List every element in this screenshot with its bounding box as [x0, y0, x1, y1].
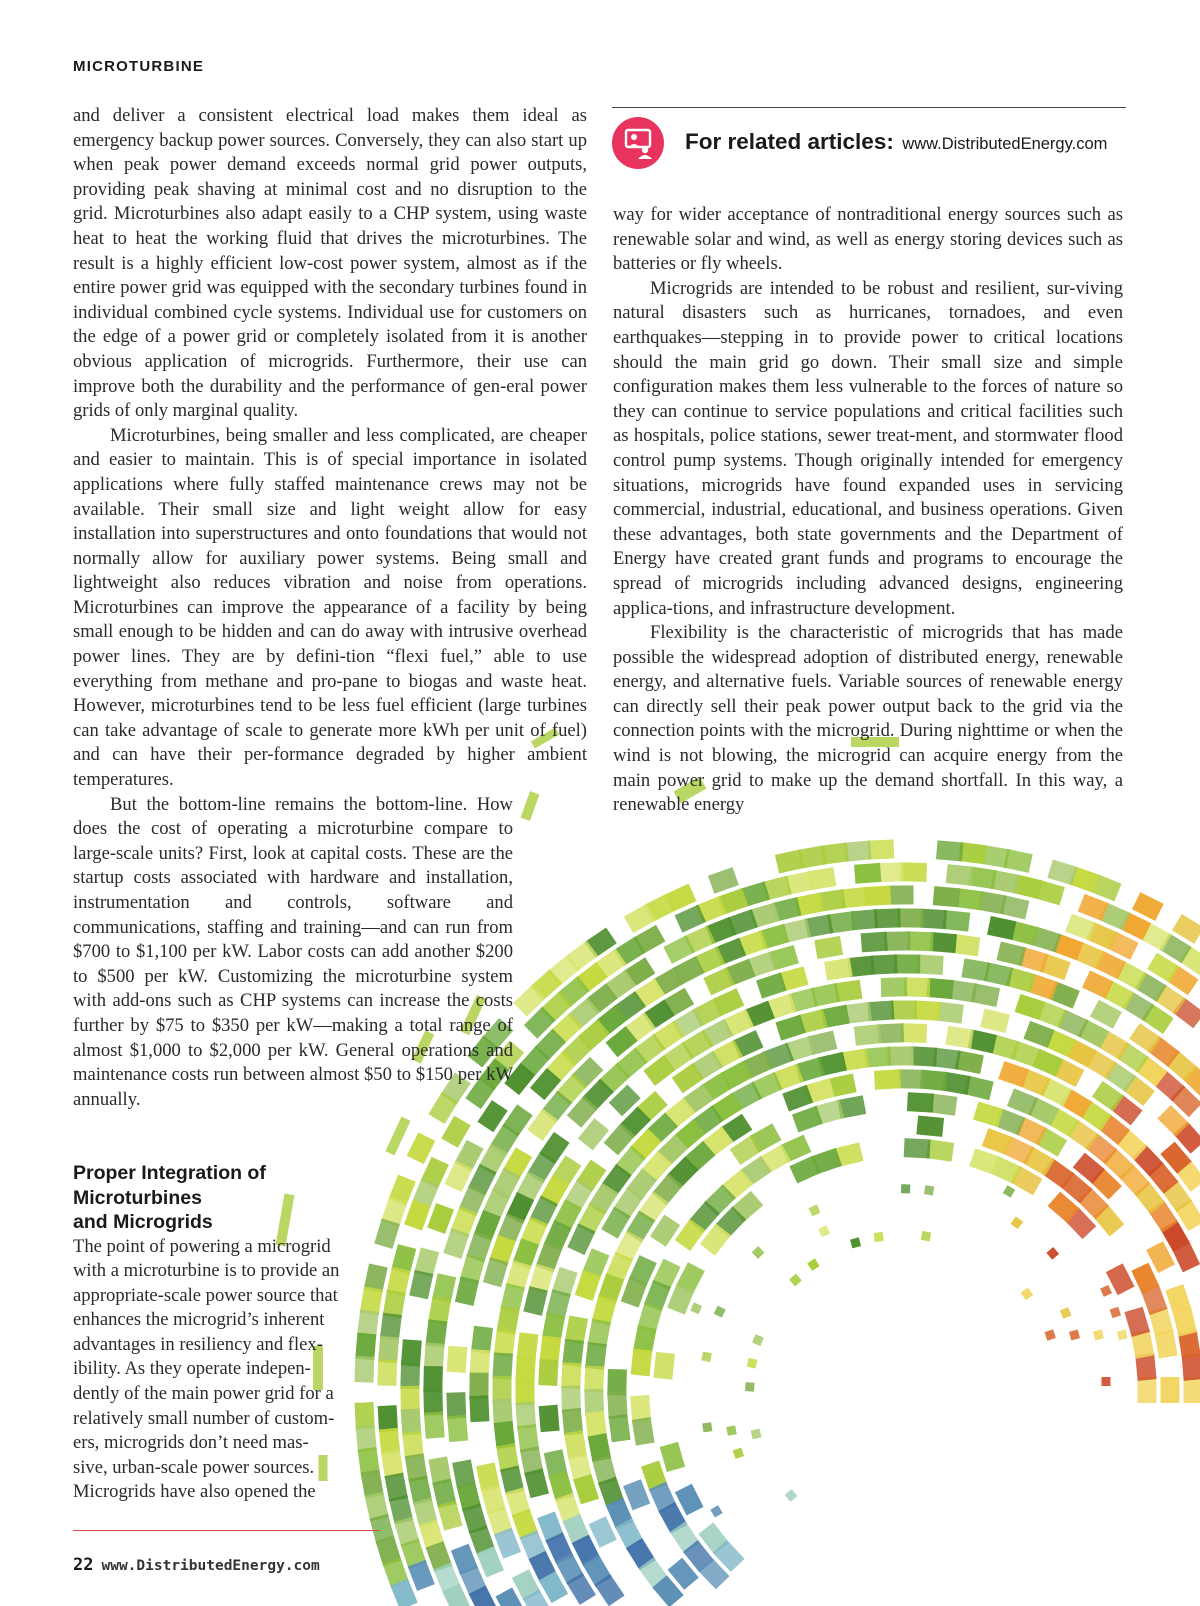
paragraph: Microgrids are intended to be robust and resilient, sur-viving natural disasters such as hurricanes, tornadoes, and even earthquakes—stepping in to provide power to critical locations should the main grid go down. Their small size and simple configuration makes them less vulnerable to the forces of nature so they can continue to service populations and critical facilities such as hospitals, police stations, sewer treat-ment, and stormwater flood control pump systems. Though originally intended for emergency situations, microgrids have found expanded uses in servicing commercial, industrial, educational, and business operations. Given these advantages, both state governments and the Department of Energy have created grant funds and programs to encourage the spread of microgrids including advanced designs, engineering applica-tions, and infrastructure development.: [613, 277, 1123, 619]
mosaic-tile: [447, 1346, 468, 1373]
page-number: 22: [73, 1555, 94, 1575]
mosaic-tile: [913, 1000, 940, 1020]
mosaic-tile: [585, 1342, 607, 1370]
mosaic-tile: [573, 1474, 599, 1504]
mosaic-tile: [492, 1376, 511, 1402]
mosaic-tile: [904, 1138, 931, 1158]
heading-line: and Microgrids: [73, 1211, 213, 1233]
mosaic-tile: [424, 1343, 445, 1370]
body-line: relatively small number of custom-: [73, 1407, 335, 1429]
mosaic-tile: [901, 1023, 927, 1043]
mosaic-tile: [775, 849, 804, 873]
mosaic-tile: [538, 1359, 558, 1386]
mosaic-tile: [1047, 860, 1077, 886]
mosaic-tile: [1046, 1247, 1059, 1260]
mosaic-tile: [881, 977, 908, 997]
footer: [73, 1555, 320, 1575]
mosaic-tile: [789, 1274, 802, 1287]
mosaic-tile: [877, 1023, 904, 1043]
mosaic-tile: [1110, 1307, 1121, 1318]
mosaic-tile: [747, 1358, 758, 1369]
mosaic-tile: [608, 1414, 630, 1442]
mosaic-tile: [374, 1219, 400, 1249]
mosaic-tile: [752, 1334, 764, 1346]
mosaic-tile: [690, 1302, 702, 1314]
mosaic-tile: [702, 1422, 712, 1432]
body-line: Microgrids have also opened the: [73, 1481, 316, 1503]
mosaic-tile: [785, 1489, 798, 1502]
mosaic-tile: [710, 1505, 722, 1517]
mosaic-tile: [469, 1395, 489, 1422]
mosaic-tile: [515, 1379, 534, 1405]
mosaic-tile: [470, 1349, 491, 1376]
mosaic-tile: [1045, 1329, 1056, 1340]
mosaic-tile: [854, 1024, 882, 1046]
mosaic-tile: [377, 1359, 397, 1386]
mosaic-tile: [447, 1415, 468, 1443]
mosaic-tile: [1093, 1330, 1104, 1341]
presentation-icon: [612, 117, 664, 169]
mosaic-tile: [483, 1257, 508, 1287]
mosaic-tile: [378, 1336, 399, 1363]
mosaic-tile: [632, 1417, 655, 1446]
mosaic-tile: [910, 1046, 937, 1066]
mosaic-tile: [987, 916, 1016, 940]
related-divider: [612, 107, 1126, 108]
mosaic-tile: [708, 867, 739, 894]
mosaic-tile: [775, 1015, 806, 1041]
mosaic-tile: [887, 1046, 913, 1065]
mosaic-tile: [904, 977, 931, 997]
mosaic-tile: [1124, 1307, 1150, 1337]
mosaic-tile: [818, 1225, 830, 1237]
mosaic-tile: [409, 1270, 433, 1299]
body-line: sive, urban-scale power sources.: [73, 1456, 315, 1478]
related-articles: [685, 129, 1107, 155]
footer-divider: [73, 1530, 380, 1531]
mosaic-tile: [660, 1442, 685, 1472]
mosaic-tile: [854, 863, 881, 884]
mosaic-tile: [897, 1069, 923, 1088]
mosaic-tile: [907, 931, 934, 951]
mosaic-tile: [996, 941, 1026, 966]
highlight-dash: [385, 1117, 410, 1156]
mosaic-tile: [945, 1026, 974, 1049]
mosaic-tile: [933, 886, 960, 907]
heading-line: Proper Integration of: [73, 1162, 266, 1184]
mosaic-tile: [714, 1306, 726, 1318]
mosaic-tile: [561, 1362, 581, 1389]
mosaic-tile: [1003, 1185, 1015, 1197]
subsection-heading: [73, 1161, 373, 1235]
left-column: [73, 104, 587, 1112]
mosaic-tile: [916, 1115, 944, 1136]
mosaic-tile: [874, 1069, 901, 1089]
heading-line: Microturbines: [73, 1186, 202, 1209]
mosaic-tile: [515, 1356, 535, 1383]
mosaic-tile: [897, 908, 923, 927]
body-line: advantages in resiliency and flex-: [73, 1333, 323, 1355]
subsection: [73, 1161, 373, 1505]
right-column: [613, 203, 1123, 818]
body-line: appropriate-scale power source that: [73, 1284, 338, 1306]
mosaic-tile: [973, 1101, 1003, 1127]
mosaic-tile: [901, 1184, 910, 1193]
mosaic-tile: [631, 1349, 653, 1377]
mosaic-tile: [921, 1231, 932, 1242]
mosaic-tile: [1102, 1377, 1111, 1386]
paragraph: But the bottom-line remains the bottom-line. How does the cost of operating a microturbine compare to large-scale units? First, look at capital costs. These are the startup costs associated with hardware and installation, instrumentation and controls, software and communications, staffing and training—and can run from $700 to $1,100 per kW. Labor costs can add another $200 to $500 per kW. Customizing the microturbine system with add-ons such as CHP systems can increase the costs further by $75 to $350 per kW—making a total range of almost $1,000 to $2,000 per kW. General operations and maintenance costs run between almost $50 to $150 per kW annually.: [73, 793, 513, 1110]
mosaic-tile: [894, 954, 920, 973]
mosaic-tile: [561, 1385, 581, 1411]
paragraph: and deliver a consistent electrical load makes them ideal as emergency backup power sources. Conversely, they can also start up when peak power demand exceeds normal grid power outputs, providing peak shaving at minimal cost and no disruption to the grid. Microturbines also adapt easily to a CHP system, using waste heat to heat the working fluid that drives the microturbines. The result is a highly efficient low-cost power system, almost as if the entire power grid was equipped with the secondary turbines found in individual combined cycle systems. Individual use for customers on the edge of a power grid or completely isolated from it is another obvious application of microgrids. Furthermore, their use can improve both the durability and the performance of gen-eral power grids of only marginal quality.: [73, 105, 587, 422]
body-line: dently of the main power grid for a: [73, 1383, 334, 1405]
mosaic-tile: [917, 954, 944, 975]
mosaic-tile: [653, 1352, 674, 1380]
mosaic-tile: [623, 1479, 650, 1510]
mosaic-tile: [745, 1382, 755, 1392]
mosaic-tile: [751, 1429, 762, 1440]
mosaic-tile: [523, 1286, 548, 1316]
mosaic-tile: [701, 1351, 712, 1362]
section-label: MICROTURBINE: [73, 58, 205, 75]
body-line: with a microturbine is to provide an: [73, 1260, 340, 1282]
mosaic-tile: [901, 862, 927, 881]
paragraph: Flexibility is the characteristic of microgrids that has made possible the widespread adoption of distributed energy, renewable energy, and alternative fuels. Variable sources of renewable energy can directly sell their peak power output back to the grid via the connection points with the microgrid. During nighttime or when the wind is not blowing, the microgrid can acquire energy from the main power grid to make up the demand shortfall. In this way, a renewable energy: [613, 622, 1123, 816]
mosaic-tile: [929, 932, 957, 953]
mosaic-tile: [924, 1185, 934, 1195]
mosaic-tile: [809, 1204, 821, 1216]
mosaic-tile: [920, 1070, 948, 1091]
mosaic-tile: [891, 1000, 917, 1019]
mosaic-tile: [887, 885, 913, 904]
mosaic-tile: [584, 1366, 604, 1393]
mosaic-tile: [920, 909, 947, 930]
body-line: ers, microgrids don’t need mas-: [73, 1432, 309, 1454]
body-line: The point of powering a microgrid: [73, 1235, 331, 1257]
mosaic-tile: [726, 1425, 736, 1435]
mosaic-tile: [401, 1339, 422, 1366]
mosaic-tile: [1069, 1329, 1080, 1340]
mosaic-tile: [884, 931, 910, 950]
body-line: ibility. As they operate indepen-: [73, 1358, 311, 1380]
mosaic-tile: [400, 1363, 420, 1390]
mosaic-tile: [807, 1258, 819, 1270]
mosaic-tile: [1117, 1330, 1128, 1341]
body-line: enhances the microgrid’s inherent: [73, 1309, 325, 1331]
mosaic-tile: [1011, 1217, 1024, 1230]
mosaic-tile: [1021, 1288, 1034, 1301]
mosaic-tile: [1138, 1377, 1157, 1403]
mosaic-tile: [539, 1405, 560, 1432]
mosaic-tile: [824, 958, 853, 981]
mosaic-tile: [524, 1468, 549, 1498]
mosaic-tile: [850, 1237, 861, 1248]
mosaic-tile: [427, 1203, 454, 1234]
mosaic-tile: [877, 862, 904, 882]
mosaic-tile: [874, 1232, 884, 1242]
mosaic-tile: [861, 932, 888, 953]
related-label: For related articles:: [685, 129, 894, 154]
mosaic-tile: [907, 1092, 934, 1112]
paragraph: Microturbines, being smaller and less complicated, are cheaper and easier to maintain. This is of special importance in isolated applications where fully staffed maintenance crews may not be available. Their small size and light weight allow for easy installation into superstructures and onto foundations that would not normally allow for auxiliary power systems. Being small and lightweight also reduces vibration and noise from operations. Microturbines can improve the appearance of a facility by being small enough to be hidden and can do away with intrusive overhead power lines. They are by defini-tion “flexi fuel,” able to use everything from methane and pro-pane to biogas and waste heat. However, microturbines tend to be less fuel efficient (large turbines can take advantage of scale to generate more kWh per unit of fuel) and can have their per-formance degraded by higher ambient temperatures.: [73, 424, 587, 791]
mosaic-tile: [400, 1386, 419, 1412]
mosaic-tile: [423, 1389, 443, 1415]
mosaic-tile: [874, 908, 901, 928]
mosaic-tile: [961, 958, 990, 981]
mosaic-tile: [733, 1448, 744, 1459]
mosaic-tile: [926, 978, 954, 999]
mosaic-tile: [455, 1276, 479, 1306]
mosaic-tile: [1100, 1285, 1112, 1297]
mosaic-tile: [1161, 1377, 1180, 1403]
mosaic-tile: [752, 1246, 765, 1259]
mosaic-tile: [1184, 1377, 1200, 1403]
mosaic-tile: [469, 1373, 488, 1399]
mosaic-tile: [424, 1411, 445, 1438]
mosaic-tile: [814, 936, 843, 959]
mosaic-tile: [1060, 1307, 1072, 1319]
mosaic-tile: [980, 1008, 1010, 1033]
mosaic-tile: [946, 864, 974, 886]
mosaic-tile: [446, 1392, 466, 1419]
mosaic-tile: [437, 1501, 462, 1531]
mosaic-tile: [607, 1369, 627, 1395]
paragraph: way for wider acceptance of nontraditional energy sources such as renewable solar and wind, as well as energy storing devices such as batteries or fly wheels.: [613, 204, 1123, 275]
mosaic-tile: [492, 1352, 513, 1379]
footer-site[interactable]: www.DistributedEnergy.com: [101, 1558, 320, 1574]
mosaic-tile: [423, 1366, 443, 1392]
related-url[interactable]: www.DistributedEnergy.com: [902, 135, 1108, 153]
mosaic-tile: [936, 840, 963, 861]
